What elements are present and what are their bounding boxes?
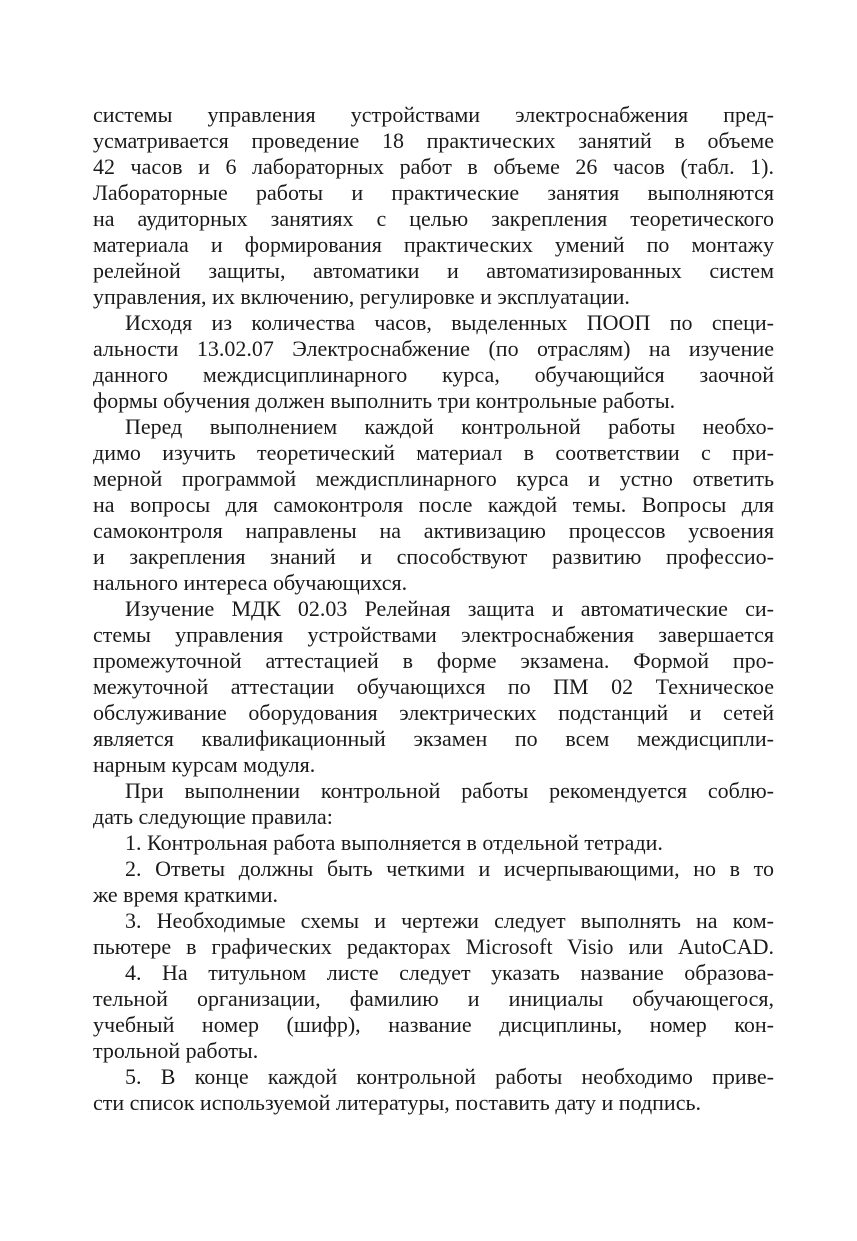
text-line: стемы управления устройствами электроснабжения завершается (93, 622, 774, 647)
text-line: альности 13.02.07 Электроснабжение (по отраслям) на изучение (93, 336, 774, 361)
text-line: При выполнении контрольной работы рекомендуется соблю- (125, 778, 774, 803)
text-line: 2. Ответы должны быть четкими и исчерпывающими, но в то (125, 856, 774, 881)
text-line: Перед выполнением каждой контрольной работы необхо- (125, 414, 774, 439)
text-line: 4. На титульном листе следует указать название образова- (125, 960, 774, 985)
text-line: материала и формирования практических умений по монтажу (93, 232, 774, 257)
text-line: 5. В конце каждой контрольной работы необходимо приве- (125, 1064, 774, 1089)
text-line: обслуживание оборудования электрических подстанций и сетей (93, 700, 774, 725)
text-line: тельной организации, фамилию и инициалы обучающегося, (93, 986, 774, 1011)
text-line: и закрепления знаний и способствуют развитию профессио- (93, 544, 774, 569)
text-line: самоконтроля направлены на активизацию процессов усвоения (93, 518, 774, 543)
paragraph (93, 1064, 774, 1116)
paragraph (93, 596, 774, 778)
paragraph (93, 310, 774, 414)
text-line: 1. Контрольная работа выполняется в отдельной тетради. (125, 830, 663, 855)
text-line: димо изучить теоретический материал в соответствии с при- (93, 440, 774, 465)
text-line: на вопросы для самоконтроля после каждой темы. Вопросы для (93, 492, 774, 517)
paragraph (93, 856, 774, 908)
paragraph (93, 778, 774, 830)
paragraph (93, 830, 774, 856)
text-line: релейной защиты, автоматики и автоматизированных систем (93, 258, 774, 283)
text-line: 42 часов и 6 лабораторных работ в объеме 26 часов (табл. 1). (93, 154, 774, 179)
text-line: пьютере в графических редакторах Microsoft Visio или AutoCAD. (93, 934, 774, 959)
text-line: учебный номер (шифр), название дисциплины, номер кон- (93, 1012, 774, 1037)
document-page (93, 102, 774, 1116)
text-line: нарным курсам модуля. (93, 752, 316, 777)
text-line: Изучение МДК 02.03 Релейная защита и автоматические си- (125, 596, 774, 621)
text-line: мерной программой междисплинарного курса и устно ответить (93, 466, 774, 491)
paragraph (93, 960, 774, 1064)
paragraph (93, 414, 774, 596)
text-line: управления, их включению, регулировке и эксплуатации. (93, 284, 630, 309)
text-line: формы обучения должен выполнить три контрольные работы. (93, 388, 676, 413)
text-line: промежуточной аттестацией в форме экзамена. Формой про- (93, 648, 774, 673)
text-line: Лабораторные работы и практические занятия выполняются (93, 180, 774, 205)
text-line: нального интереса обучающихся. (93, 570, 408, 595)
paragraph (93, 102, 774, 310)
text-line: данного междисциплинарного курса, обучающийся заочной (93, 362, 774, 387)
text-line: дать следующие правила: (93, 804, 333, 829)
text-line: усматривается проведение 18 практических занятий в объеме (93, 128, 774, 153)
text-line: системы управления устройствами электроснабжения пред- (93, 102, 774, 127)
text-line: сти список используемой литературы, поставить дату и подпись. (93, 1090, 701, 1115)
paragraph (93, 908, 774, 960)
text-line: же время краткими. (93, 882, 279, 907)
text-line: межуточной аттестации обучающихся по ПМ 02 Техническое (93, 674, 774, 699)
text-line: трольной работы. (93, 1038, 259, 1063)
text-line: на аудиторных занятиях с целью закрепления теоретического (93, 206, 774, 231)
text-line: является квалификационный экзамен по всем междисципли- (93, 726, 774, 751)
text-line: Исходя из количества часов, выделенных ПООП по специ- (125, 310, 774, 335)
text-line: 3. Необходимые схемы и чертежи следует выполнять на ком- (125, 908, 774, 933)
